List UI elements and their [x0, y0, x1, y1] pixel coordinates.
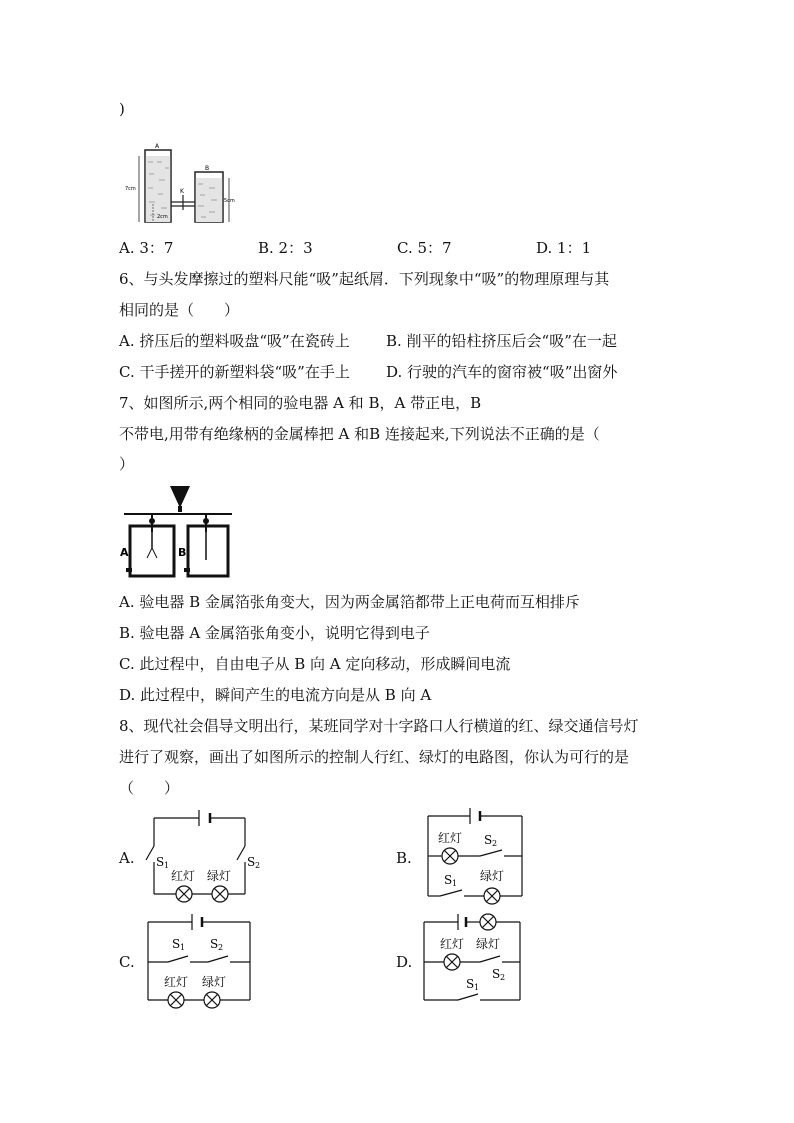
q8c-red-label: 红灯 [164, 975, 189, 989]
q7-option-c: C. 此过程中，自由电子从 B 向 A 定向移动，形成瞬间电流 [119, 655, 511, 673]
q8a-s2-label: S [247, 855, 256, 869]
q5-dim-7cm: 7cm [125, 186, 136, 192]
q6-stem-line2: 相同的是（ ） [119, 301, 240, 319]
q8a-red-label: 红灯 [171, 869, 196, 883]
q8-option-b-label: B. [396, 849, 412, 867]
q8d-red-label: 红灯 [440, 937, 465, 951]
q8a-s1-sub: 1 [164, 861, 170, 870]
q8c-green-label: 绿灯 [202, 975, 227, 989]
q8b-s2-label: S [484, 833, 493, 847]
q8-stem-line2: 进行了观察，画出了如图所示的控制人行红、绿灯的电路图，你认为可行的是 [119, 748, 630, 766]
q7-label-a: A [120, 546, 129, 559]
q8-stem-line1: 8、现代社会倡导文明出行，某班同学对十字路口人行横道的红、绿交通信号灯 [119, 717, 639, 735]
q6-option-d: D. 行驶的汽车的窗帘被“吸”出窗外 [386, 363, 618, 381]
q5-option-c: C. 5：7 [397, 239, 452, 257]
q6-option-a: A. 挤压后的塑料吸盘“吸”在瓷砖上 [119, 332, 350, 350]
q7-stem-line3: ） [119, 455, 135, 473]
q8b-s2-sub: 2 [492, 839, 498, 848]
q8-stem-line3: （ ） [119, 779, 180, 797]
q8-circuit-b [420, 806, 530, 902]
q5-dim-5cm: 5cm [224, 198, 235, 204]
q8-circuit-d [418, 908, 528, 1006]
q8d-s1-label: S [466, 977, 475, 991]
q8d-green-label: 绿灯 [476, 937, 501, 951]
q8a-s1-label: S [156, 855, 165, 869]
q8-option-c-label: C. [119, 953, 135, 971]
q5-label-a: A [155, 143, 160, 150]
q5-option-d: D. 1：1 [536, 239, 592, 257]
q6-stem-line1: 6、与头发摩擦过的塑料尺能“吸”起纸屑．下列现象中“吸”的物理原理与其 [119, 270, 610, 288]
q7-option-b: B. 验电器 A 金属箔张角变小，说明它得到电子 [119, 624, 430, 642]
q5-option-b: B. 2：3 [258, 239, 313, 257]
q7-electroscope-figure [120, 486, 235, 581]
q8d-s2-label: S [492, 967, 501, 981]
q8d-s1-sub: 1 [474, 983, 480, 992]
q7-option-d: D. 此过程中，瞬间产生的电流方向是从 B 向 A [119, 686, 432, 704]
q8c-s1-sub: 1 [180, 943, 186, 952]
q8b-s1-label: S [444, 873, 453, 887]
q7-stem-line1: 7、如图所示,两个相同的验电器 A 和 B，A 带正电，B [119, 394, 482, 412]
q8a-s2-sub: 2 [255, 861, 261, 870]
q8b-green-label: 绿灯 [480, 869, 505, 883]
q8b-red-label: 红灯 [438, 831, 463, 845]
q6-option-c: C. 干手搓开的新塑料袋“吸”在手上 [119, 363, 350, 381]
q8a-green-label: 绿灯 [207, 869, 232, 883]
q8-circuit-a [142, 808, 277, 908]
q7-stem-line2: 不带电,用带有绝缘柄的金属棒把 A 和B 连接起来,下列说法不正确的是（ [119, 425, 600, 443]
q8-option-a-label: A. [119, 849, 135, 867]
q5-label-k: K [180, 188, 184, 195]
q8c-s2-sub: 2 [218, 943, 224, 952]
q8-circuit-c [140, 910, 260, 1010]
q8d-s2-sub: 2 [500, 973, 506, 982]
q5-connected-vessels-figure [125, 138, 240, 228]
q8-option-d-label: D. [396, 953, 413, 971]
q8b-s1-sub: 1 [452, 879, 458, 888]
q8c-s1-label: S [172, 937, 181, 951]
q5-label-b: B [205, 165, 210, 172]
q5-option-a: A. 3：7 [119, 239, 174, 257]
q5-dim-2cm: 2cm [157, 214, 168, 220]
q8c-s2-label: S [210, 937, 219, 951]
q7-option-a: A. 验电器 B 金属箔张角变大，因为两金属箔都带上正电荷而互相排斥 [119, 593, 580, 611]
q6-option-b: B. 削平的铅柱挤压后会“吸”在一起 [386, 332, 617, 350]
q5-paren-close: ) [119, 100, 125, 118]
q7-label-b: B [178, 546, 187, 559]
